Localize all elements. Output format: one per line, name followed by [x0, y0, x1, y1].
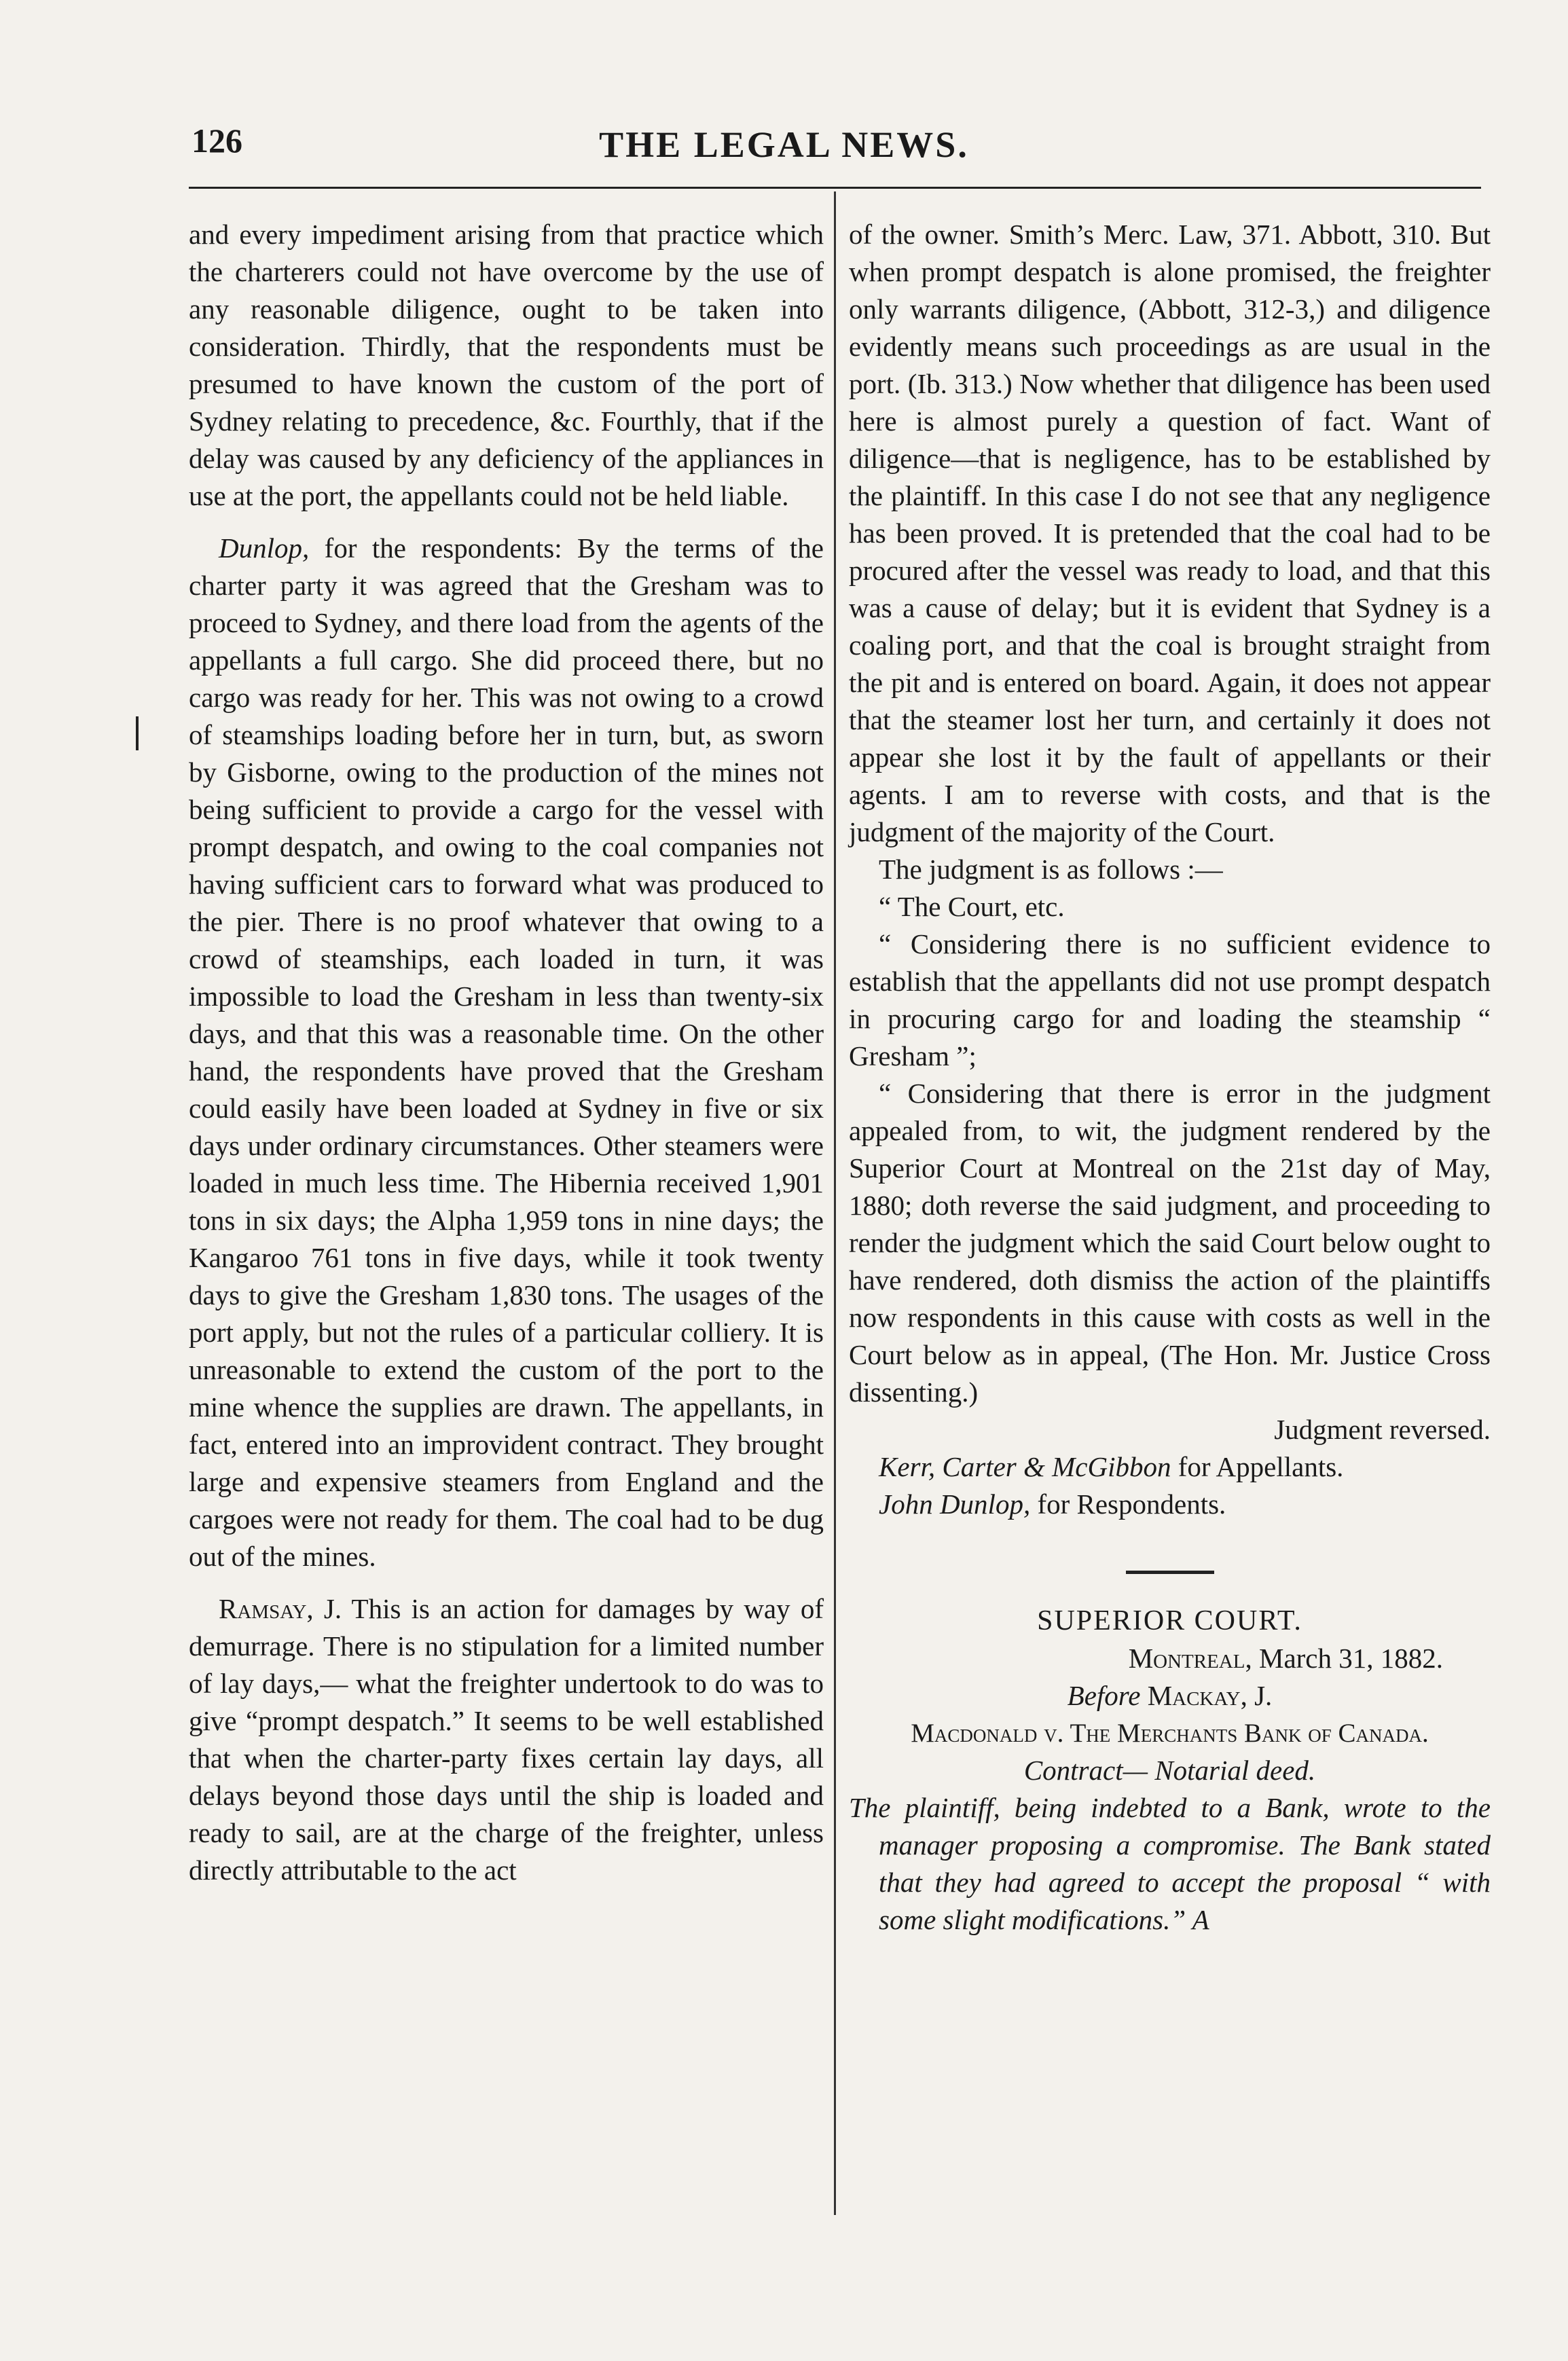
court-title: SUPERIOR COURT.: [1037, 1605, 1302, 1636]
counsel-line: [849, 1448, 1491, 1486]
topic-line: [849, 1752, 1491, 1789]
paragraph: “ Considering that there is error in the judgment appealed from, to wit, the judgment rendered by the Superior Court at Montreal on the 21st day of May, 1880; doth reverse the said judgment, and proceeding to render the judgment which the said Court below ought to have rendered, doth dismiss the action of the plaintiffs now respondents in this cause with costs as well in the Court below as in appeal, (The Hon. Mr. Justice Cross dissenting.): [849, 1078, 1491, 1408]
right-column: [849, 216, 1491, 1939]
verdict: Judgment reversed.: [1274, 1414, 1491, 1445]
topic-a: Contract: [1023, 1755, 1123, 1786]
paragraph-text: for the respondents: By the terms of the charter party it was agreed that the Gresham was to proceed to Sydney, and there load from the agents of the appellants a full cargo. She did proceed there, but no cargo was ready for her. This was not owing to a crowd of steamships loading before her in turn, but, as sworn by Gisborne, owing to the production of the mines not being sufficient to provide a cargo for the vessel with prompt despatch, and owing to the coal companies not having sufficient cars to forward what was produced to the pier. There is no proof whatever that owing to a crowd of steamships, each loaded in turn, it was impossible to load the Gresham in less than twenty-six days, and that this was a reasonable time. On the other hand, the respondents have proved that the Gresham could easily have been loaded at Sydney in five or six days under ordinary circumstances. Other steamers were loaded in much less time. The Hibernia received 1,901 tons in six days; the Alpha 1,959 tons in nine days; the Kangaroo 761 tons in five days, while it took twenty days to give the Gresham 1,830 tons. The usages of the port apply, but not the rules of a particular colliery. It is unreasonable to extend the custom of the port to the mine whence the supplies are drawn. The appellants, in fact, entered into an improvident contract. They brought large and expensive steamers from England and the cargoes were not ready for them. The coal had to be dug out of the mines.: [189, 532, 824, 1572]
margin-mark: [136, 716, 139, 750]
counsel-names: John Dunlop,: [879, 1488, 1031, 1520]
judge-name: Mackay, J.: [1140, 1680, 1273, 1711]
speaker-name: Dunlop,: [219, 532, 310, 564]
dateline: [849, 1640, 1491, 1677]
paragraph: [189, 530, 824, 1575]
left-column: [189, 216, 824, 1889]
running-head: THE LEGAL NEWS.: [599, 124, 969, 165]
counsel-line: [849, 1486, 1491, 1523]
paragraph: [189, 1590, 824, 1889]
paragraph: of the owner. Smith’s Merc. Law, 371. Abbott, 310. But when prompt despatch is alone promised, the freighter only warrants diligence, (Abbott, 312-3,) and diligence evidently means such proceedings as are usual in the port. (Ib. 313.) Now whether that diligence has been used here is almost purely a question of fact. Want of diligence—that is negligence, has to be established by the plaintiff. In this case I do not see that any negligence has been proved. It is pretended that the coal had to be procured after the vessel was ready to load, and that this was a cause of delay; but it is evident that Sydney is a coaling port, and that the coal is brought straight from the pit and is entered on board. Again, it does not appear that the steamer lost her turn, and certainly it does not appear she lost it by the fault of appellants or their agents. I am to reverse with costs, and that is the judgment of the majority of the Court.: [849, 219, 1491, 847]
column-divider: [834, 191, 836, 2215]
section-rule: [1126, 1571, 1214, 1574]
before-word: Before: [1067, 1680, 1141, 1711]
speaker-name: Ramsay, J.: [219, 1593, 342, 1624]
paragraph: and every impediment arising from that practice which the charterers could not have overcome by the use of any reasonable diligence, ought to be taken into consideration. Thirdly, that the respondents must be presumed to have known the custom of the port of Sydney relating to precedence, &c. Fourthly, that if the delay was caused by any deficiency of the appliances in use at the port, the appellants could not be held liable.: [189, 219, 824, 511]
dateline-place: Montreal,: [1128, 1643, 1252, 1674]
header-rule: [189, 187, 1481, 189]
before-line: [849, 1677, 1491, 1715]
paragraph: The judgment is as follows :—: [879, 854, 1223, 885]
topic-b: — Notarial deed.: [1123, 1755, 1316, 1786]
counsel-names: Kerr, Carter & McGibbon: [879, 1451, 1171, 1482]
paragraph: “ The Court, etc.: [879, 891, 1065, 922]
page-number: 126: [192, 122, 242, 160]
headnote: The plaintiff, being indebted to a Bank, wrote to the manager proposing a compromise. The Bank stated that they had agreed to accept the proposal “ with some slight modifications.” A: [849, 1792, 1491, 1935]
counsel-role: for Appellants.: [1171, 1451, 1344, 1482]
paragraph-text: This is an action for damages by way of demurrage. There is no stipulation for a limited number of lay days,— what the freighter undertook to do was to give “prompt despatch.” It seems to be well established that when the charter-party fixes certain lay days, all delays beyond those days until the ship is loaded and ready to sail, are at the charge of the freighter, unless directly attributable to the act: [189, 1593, 824, 1886]
counsel-role: for Respondents.: [1030, 1488, 1226, 1520]
dateline-date: March 31, 1882.: [1252, 1643, 1443, 1674]
paragraph: “ Considering there is no sufficient evidence to establish that the appellants did not use prompt despatch in procuring cargo for and loading the steamship “ Gresham ”;: [849, 928, 1491, 1072]
case-name: Macdonald v. The Merchants Bank of Canada.: [911, 1719, 1429, 1748]
